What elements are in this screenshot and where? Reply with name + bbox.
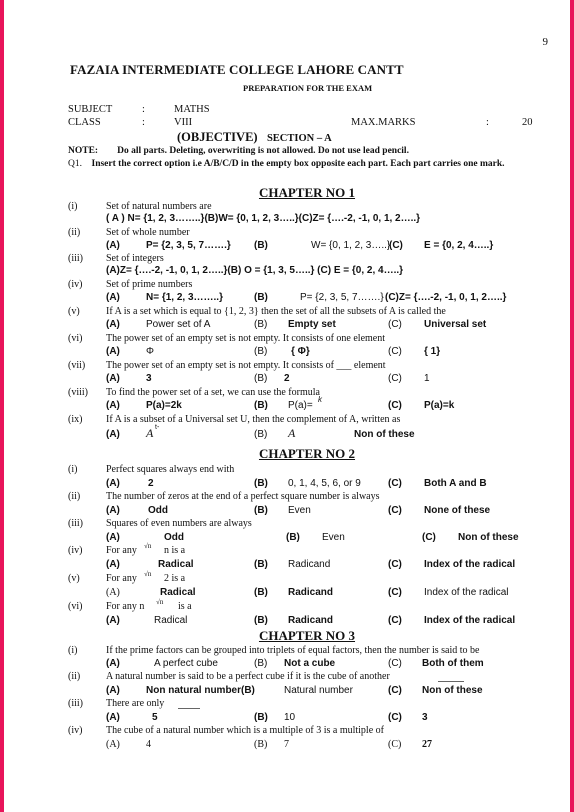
options-row: (A) Radical (B) Radicand (C) Index of the radical xyxy=(106,559,516,570)
question-row: (v) If A is a set which is equal to {1, 2, 3} then the set of all the subsets of A is called the xyxy=(68,306,446,317)
chapter-2-heading: CHAPTER NO 2 xyxy=(258,446,356,461)
subject-value: MATHS xyxy=(174,104,210,115)
options-row: (A)Z= {….-2, -1, 0, 1, 2…..}(B) O = {1, 3, 5…..} (C) E = {0, 2, 4…..} xyxy=(106,265,404,276)
question-row: (iii) Set of integers xyxy=(68,253,164,264)
question-row: (ii) The number of zeros at the end of a perfect square number is always xyxy=(68,491,380,502)
answer-blank xyxy=(178,700,200,709)
colon: : xyxy=(142,104,145,115)
options-row: (A) 2 (B) 0, 1, 4, 5, 6, or 9 (C) Both A and B xyxy=(106,478,487,489)
options-row: (A) A perfect cube (B) Not a cube (C) Both of them xyxy=(106,658,484,669)
class-value: VIII xyxy=(174,117,193,128)
college-title: FAZAIA INTERMEDIATE COLLEGE LAHORE CANTT xyxy=(70,62,404,77)
subject-label: SUBJECT xyxy=(68,104,113,115)
question-row: (vi) For any n √n is a xyxy=(68,598,192,612)
objective-heading: (OBJECTIVE) SECTION – A xyxy=(177,130,332,144)
options-row: (A) Radical (B) Radicand (C) Index of the radical xyxy=(106,587,509,598)
options-row: (A) 5 (B) 10 (C) 3 xyxy=(106,712,428,723)
chapter-3-heading: CHAPTER NO 3 xyxy=(258,628,356,643)
options-row: (A) A t- (B) A Non of these xyxy=(106,424,415,440)
question-row: (ii) A natural number is said to be a perfect cube if it is the cube of another xyxy=(68,671,538,684)
maxmarks-label: MAX.MARKS xyxy=(351,117,416,128)
options-row: (A) P= {2, 3, 5, 7…….} (B) W= {0, 1, 2, 3…..} (C) E = {0, 2, 4…..} xyxy=(106,240,494,251)
question-row: (i) Set of natural numbers are xyxy=(68,201,212,212)
options-row: (A) P(a)=2k (B) P(a)= k (C) P(a)=k xyxy=(106,395,455,411)
answer-blank xyxy=(438,673,464,682)
question-row: (ii) Set of whole number xyxy=(68,227,190,238)
options-row: (A) Odd (B) Even (C) None of these xyxy=(106,505,491,516)
maxmarks-value: 20 xyxy=(522,117,533,128)
question-row: (viii) To find the power set of a set, we can use the formula xyxy=(68,387,320,398)
chapter-1-heading: CHAPTER NO 1 xyxy=(258,185,356,200)
options-row: (A) Φ (B) { Φ} (C) { 1} xyxy=(106,346,441,357)
question-row: (iii) Squares of even numbers are always xyxy=(68,518,252,529)
question-row: (vi) The power set of an empty set is not empty. It consists of one element xyxy=(68,333,386,344)
colon: : xyxy=(142,117,145,128)
options-row: (A) 4 (B) 7 (C) 27 xyxy=(106,739,432,750)
options-row: (A) Power set of A (B) Empty set (C) Universal set xyxy=(106,319,487,330)
options-row: (A) Radical (B) Radicand (C) Index of the radical xyxy=(106,615,516,626)
question-row: (v) For any √n 2 is a xyxy=(68,570,186,584)
options-row: (A) Non natural number(B) Natural number (C) Non of these xyxy=(106,685,483,696)
options-row: (A) Odd (B) Even (C) Non of these xyxy=(106,532,519,543)
options-row: (A) 3 (B) 2 (C) 1 xyxy=(106,373,430,384)
question-row: (i) Perfect squares always end with xyxy=(68,464,235,475)
q1-instruction: Q1. Insert the correct option i.e A/B/C/D in the empty box opposite each part. Each part carries one mark. xyxy=(68,159,505,169)
page-number: 9 xyxy=(542,36,548,48)
question-row: (iv) For any √n n is a xyxy=(68,542,186,556)
left-border xyxy=(0,0,4,812)
options-row: ( A ) N= {1, 2, 3……..}(B)W= {0, 1, 2, 3…..}(C)Z= {….-2, -1, 0, 1, 2…..} xyxy=(106,213,421,224)
options-row: (A) N= {1, 2, 3……..} (B) P= {2, 3, 5, 7…….} (C)Z= {….-2, -1, 0, 1, 2…..} xyxy=(106,292,507,303)
note-line: NOTE: Do all parts. Deleting, overwriting is not allowed. Do not use lead pencil. xyxy=(68,146,409,156)
question-row: (iv) Set of prime numbers xyxy=(68,279,193,290)
prep-subtitle: PREPARATION FOR THE EXAM xyxy=(243,83,373,93)
question-row: (iv) The cube of a natural number which is a multiple of 3 is a multiple of xyxy=(68,725,384,736)
question-row: (i) If the prime factors can be grouped into triplets of equal factors, then the number is said to be xyxy=(68,645,480,656)
colon: : xyxy=(486,117,489,128)
question-row: (ix) If A is a subset of a Universal set U, then the complement of A, written as xyxy=(68,414,401,425)
question-row: (vii) The power set of an empty set is not empty. It consists of ___ element xyxy=(68,360,386,371)
exam-page xyxy=(62,0,552,812)
question-row: (iii) There are only xyxy=(68,698,538,711)
right-border xyxy=(570,0,574,812)
class-label: CLASS xyxy=(68,117,101,128)
